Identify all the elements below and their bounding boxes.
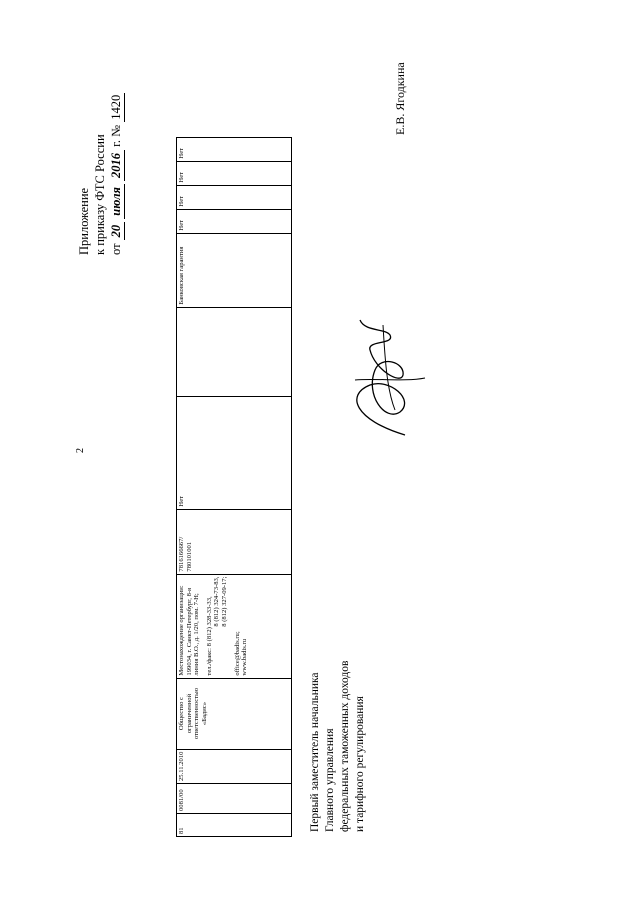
cell-guarantee: Банковская гарантия [177, 233, 292, 307]
signatory-title [308, 661, 368, 832]
cell-registration-number: 0081/00 [177, 784, 292, 814]
address-value: 199034, г. Санкт-Петербург, 8-я линия В.О., д. 1/20, пом. 7-Н; [185, 587, 201, 676]
cell-flag-1: Нет [177, 209, 292, 233]
address-label: Местонахождение организации: [178, 585, 185, 676]
page-number: 2 [75, 448, 86, 453]
order-number: 1420 [109, 94, 123, 120]
signatory-line-1: Первый заместитель начальника [309, 672, 321, 832]
year-suffix: г. [109, 139, 123, 147]
phone-1: 8 (812) 328-33-33, [205, 596, 213, 647]
signatory-name: Е.В. Ягодкина [393, 62, 407, 135]
phone-2: 8 (812) 324-73-83, [213, 576, 221, 627]
cell-organization: Общество с ограниченной ответственностью «Бадис» [177, 678, 292, 749]
cell-flag-2: Нет [177, 185, 292, 209]
order-header [76, 93, 125, 255]
phones-label: тел./факс: [205, 647, 213, 676]
cell-blank [177, 307, 292, 396]
website: www.badis.ru [241, 638, 249, 676]
signatory-line-4: и тарифного регулирования [354, 696, 366, 832]
phone-3: 8 (812) 327-09-17; [220, 576, 228, 627]
register-table [176, 137, 292, 837]
date-prefix: от [109, 243, 123, 255]
number-prefix: № [109, 124, 123, 137]
header-line-1: Приложение [77, 187, 91, 255]
handwritten-signature [335, 310, 435, 440]
date-month: июля [108, 184, 125, 219]
table-row [177, 137, 292, 836]
cell-flag-3: Нет [177, 161, 292, 185]
signatory-line-2: Главного управления [324, 728, 336, 832]
email: office@badis.ru; [233, 631, 241, 676]
cell-address [177, 574, 292, 678]
signatory-line-3: федеральных таможенных доходов [339, 660, 351, 832]
cell-flag-4: Нет [177, 137, 292, 161]
cell-other: Нет [177, 396, 292, 509]
cell-inn-kpp: 7816166667/ 780101001 [177, 509, 292, 574]
header-line-3 [108, 93, 125, 255]
date-year: 2016 [108, 150, 125, 181]
header-line-2: к приказу ФТС России [93, 134, 107, 255]
cell-number: 81 [177, 814, 292, 837]
cell-date: 25.11.2010 [177, 749, 292, 783]
date-day: 20 [108, 222, 125, 241]
